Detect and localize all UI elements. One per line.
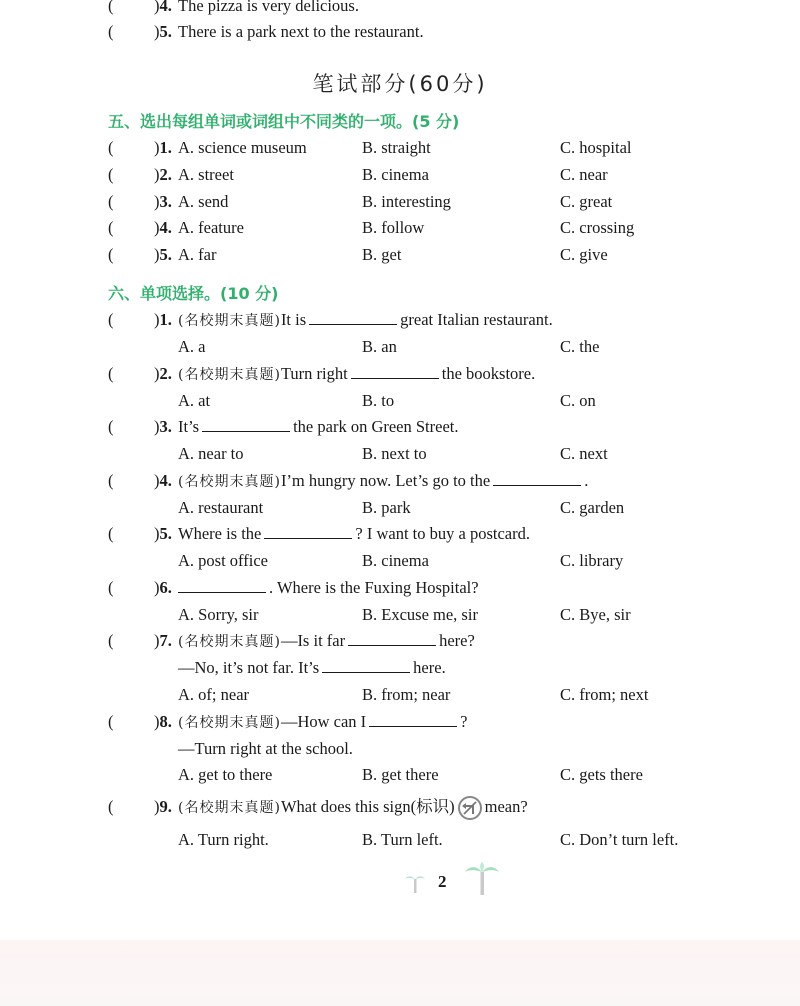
answer-blank [369,711,457,727]
option-b: B. cinema [362,165,429,184]
section-6-title: 六、单项选择。(10 分) [108,284,279,303]
option-a: A. at [178,391,211,410]
answer-paren-open: ( [108,165,114,184]
option-a: A. of; near [178,685,250,704]
answer-paren-close: )1. [154,310,172,329]
s5-item-2 [0,163,800,187]
answer-paren-open: ( [108,138,114,157]
answer-blank [309,309,397,325]
question-text: (名校期末真题)Turn right the bookstore. [178,364,536,383]
option-c: C. give [560,245,608,264]
option-a: A. post office [178,551,268,570]
answer-paren-close: )2. [154,165,172,184]
option-c: C. gets there [560,765,643,784]
source-tag: (名校期末真题) [178,634,281,650]
option-a: A. science museum [178,138,307,157]
option-a: A. Turn right. [178,830,269,849]
item-text: There is a park next to the restaurant. [178,22,424,41]
answer-paren-open: ( [108,797,114,816]
listening-item-4 [0,0,800,18]
answer-paren-open: ( [108,22,114,41]
answer-paren-close: )5. [154,22,172,41]
option-c: C. garden [560,498,625,517]
option-b: B. get there [362,765,439,784]
item-text: The pizza is very delicious. [178,0,359,15]
s6-q2-stem [0,362,800,386]
s6-q8-stem [0,710,800,734]
answer-paren-open: ( [108,417,114,436]
option-a: A. street [178,165,234,184]
question-text: Where is the ? I want to buy a postcard. [178,524,530,543]
option-a: A. send [178,192,229,211]
page-number: 2 [438,872,447,891]
option-b: B. cinema [362,551,429,570]
source-tag: (名校期末真题) [178,800,281,816]
s5-item-1 [0,136,800,160]
answer-paren-open: ( [108,245,114,264]
s6-q7-options [0,683,800,707]
question-text: —No, it’s not far. It’s here. [178,658,446,677]
question-text: It’s the park on Green Street. [178,417,459,436]
answer-paren-close: )4. [154,0,172,15]
written-part-title: 笔试部分(60分) [312,72,488,96]
s6-q7-line2 [0,656,800,680]
answer-blank [322,657,410,673]
s6-q4-stem [0,469,800,493]
answer-blank [202,416,290,432]
answer-paren-open: ( [108,0,114,15]
no-left-turn-sign-icon [458,796,482,820]
option-c: C. next [560,444,608,463]
option-c: C. near [560,165,608,184]
option-b: B. park [362,498,411,517]
option-b: B. interesting [362,192,451,211]
option-b: B. Excuse me, sir [362,605,478,624]
footer-band [0,940,800,1006]
source-tag: (名校期末真题) [178,715,281,731]
answer-paren-close: )8. [154,712,172,731]
option-a: A. near to [178,444,244,463]
option-b: B. get [362,245,402,264]
s6-q2-options [0,389,800,413]
option-c: C. on [560,391,596,410]
answer-paren-open: ( [108,631,114,650]
question-text: (名校期末真题)—Is it far here? [178,631,475,650]
question-text: (名校期末真题)It is great Italian restaurant. [178,310,553,329]
question-text: (名校期末真题)I’m hungry now. Let’s go to the . [178,471,589,490]
s6-q6-stem [0,576,800,600]
answer-paren-close: )3. [154,417,172,436]
option-c: C. hospital [560,138,632,157]
s6-q6-options [0,603,800,627]
s6-q1-options [0,335,800,359]
palm-tree-icon [403,870,427,894]
option-b: B. Turn left. [362,830,443,849]
option-c: C. Don’t turn left. [560,830,679,849]
option-b: B. straight [362,138,431,157]
s6-q3-options [0,442,800,466]
option-b: B. from; near [362,685,451,704]
source-tag: (名校期末真题) [178,474,281,490]
s6-q8-options [0,763,800,787]
answer-paren-close: )7. [154,631,172,650]
answer-paren-close: )9. [154,797,172,816]
s5-item-4 [0,216,800,240]
s6-q4-options [0,496,800,520]
answer-paren-open: ( [108,471,114,490]
option-a: A. a [178,337,206,356]
s6-q8-line2 [0,737,800,761]
option-a: A. feature [178,218,244,237]
answer-paren-close: )2. [154,364,172,383]
option-a: A. Sorry, sir [178,605,259,624]
s6-q9-options [0,828,800,852]
answer-paren-close: )6. [154,578,172,597]
s6-q1-stem [0,308,800,332]
s6-q5-stem [0,522,800,546]
answer-paren-open: ( [108,218,114,237]
question-text: . Where is the Fuxing Hospital? [178,576,479,600]
answer-paren-open: ( [108,712,114,731]
answer-paren-close: )4. [154,218,172,237]
answer-paren-open: ( [108,192,114,211]
option-b: B. an [362,337,397,356]
s6-q3-stem [0,415,800,439]
answer-paren-open: ( [108,310,114,329]
source-tag: (名校期末真题) [178,367,281,383]
answer-paren-open: ( [108,578,114,597]
section-5-title: 五、选出每组单词或词组中不同类的一项。(5 分) [108,112,460,131]
answer-blank [493,470,581,486]
answer-blank [264,523,352,539]
s5-item-5 [0,243,800,267]
answer-blank [351,363,439,379]
option-c: C. crossing [560,218,635,237]
option-b: B. follow [362,218,425,237]
question-text: (名校期末真题)—How can I ? [178,712,468,731]
option-a: A. far [178,245,217,264]
s5-item-3 [0,190,800,214]
source-tag: (名校期末真题) [178,313,281,329]
option-a: A. get to there [178,765,273,784]
answer-paren-open: ( [108,524,114,543]
question-text: —Turn right at the school. [178,739,353,758]
answer-paren-close: )3. [154,192,172,211]
option-c: C. library [560,551,624,570]
answer-blank [348,630,436,646]
answer-paren-close: )4. [154,471,172,490]
palm-tree-icon [464,862,500,896]
answer-paren-open: ( [108,364,114,383]
answer-paren-close: )5. [154,524,172,543]
option-c: C. the [560,337,600,356]
listening-item-5 [0,20,800,44]
answer-paren-close: )1. [154,138,172,157]
answer-blank [178,577,266,593]
option-b: B. to [362,391,395,410]
s6-q7-stem [0,629,800,653]
option-b: B. next to [362,444,427,463]
option-c: C. from; next [560,685,649,704]
question-text: (名校期末真题)What does this sign(标识) mean? [178,795,528,820]
s6-q9-stem [0,795,800,819]
s6-q5-options [0,549,800,573]
option-c: C. Bye, sir [560,605,631,624]
answer-paren-close: )5. [154,245,172,264]
option-a: A. restaurant [178,498,264,517]
option-c: C. great [560,192,613,211]
